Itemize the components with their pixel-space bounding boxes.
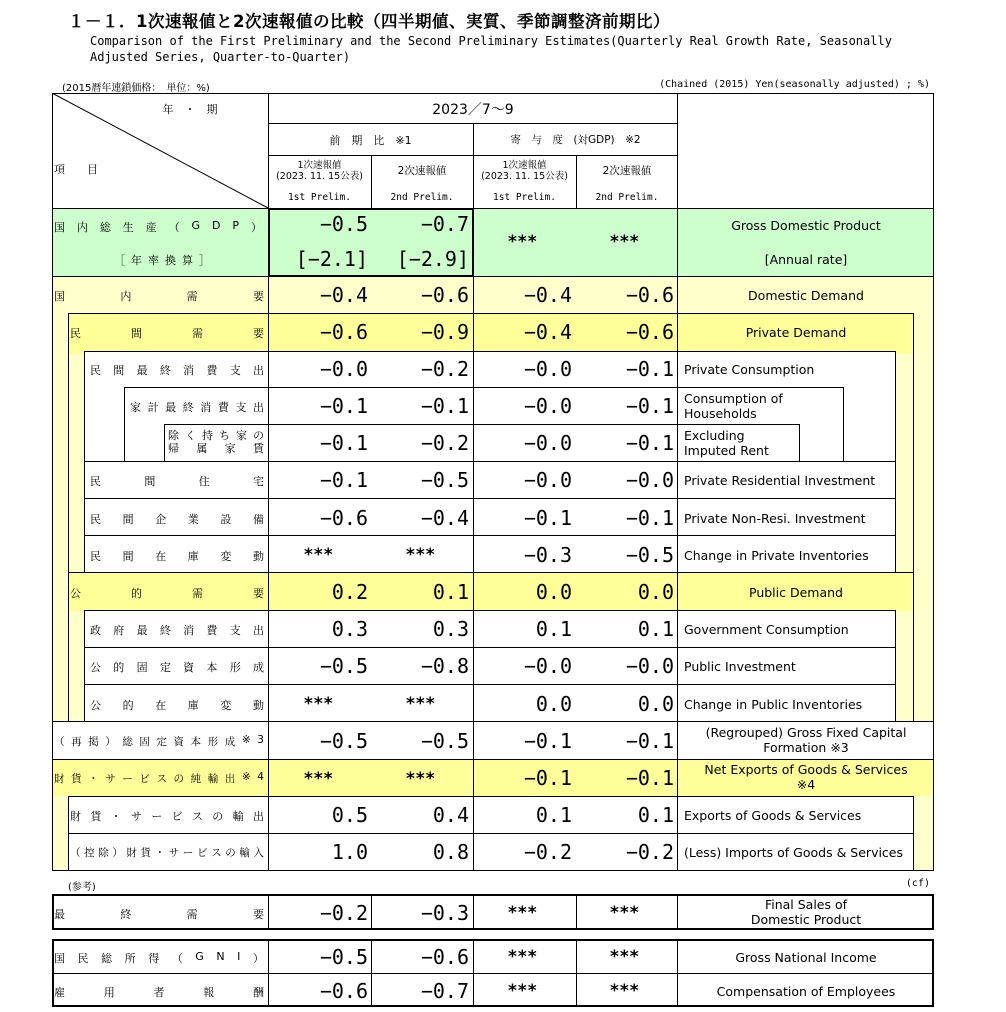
unit-label-en: (Chained (2015) Yen(seasonally adjusted) ; %): [659, 79, 930, 90]
net-exp-c1: −0.1: [523, 766, 572, 790]
gdp-label: 国 内 総 生 産 （ G D P ）: [54, 219, 262, 234]
domestic-c2: −0.6: [625, 283, 674, 307]
divider: [68, 796, 914, 797]
page-title: １－１．1次速報値と2次速報値の比較（四半期値、実質、季節調整済前期比）: [68, 12, 670, 31]
gfcf-c2: −0.1: [625, 729, 674, 753]
header-year-period: 年 ・ 期: [162, 103, 218, 116]
residential-label: 民 間 住 宅: [90, 475, 264, 488]
divider: [84, 498, 896, 499]
priv-cons-c1: −0.0: [523, 357, 572, 381]
non-resi-v2: −0.4: [420, 506, 469, 530]
divider: [84, 684, 896, 685]
comp-c2: ***: [610, 981, 640, 1001]
public-c2: 0.0: [637, 580, 674, 604]
gdp-c1: ***: [508, 232, 538, 252]
gfcf-label: （ 再 掲 ） 総 固 定 資 本 形 成 ※ 3: [54, 734, 264, 748]
header-col2-en: 2nd Prelim.: [390, 192, 454, 203]
excl-rent-v2: −0.2: [420, 431, 469, 455]
private-c2: −0.6: [625, 320, 674, 344]
private-v2: −0.9: [420, 320, 469, 344]
gov-cons-c2: 0.1: [637, 617, 674, 641]
public-v2: 0.1: [432, 580, 469, 604]
divider: [84, 535, 896, 536]
gdp-annual-label: ［ 年 率 換 算 ］: [114, 254, 210, 267]
pub-inv-v1: −0.5: [319, 654, 368, 678]
gov-cons-v2: 0.3: [432, 617, 469, 641]
imports-c1: −0.2: [523, 840, 572, 864]
imports-label: （ 控 除 ） 財 貨 ・ サ ー ビ ス の 輸 入: [70, 847, 264, 859]
net-exp-v2: ***: [406, 769, 436, 789]
pub-inv-chg-c1: 0.0: [535, 692, 572, 716]
net-exp-v1: ***: [304, 769, 334, 789]
priv-cons-en: Private Consumption: [684, 362, 815, 377]
pub-inv-chg-label: 公 的 在 庫 変 動: [90, 699, 264, 712]
non-resi-v1: −0.6: [319, 506, 368, 530]
gfcf-v2: −0.5: [420, 729, 469, 753]
header-col2: 2次速報値: [397, 165, 447, 177]
excl-rent-c2: −0.1: [625, 431, 674, 455]
exports-v1: 0.5: [331, 803, 368, 827]
pub-inv-chg-v1: ***: [304, 694, 334, 714]
non-resi-label: 民 間 企 業 設 備: [90, 513, 264, 526]
divider: [268, 939, 269, 1007]
priv-inv-c1: −0.3: [523, 543, 572, 567]
public-en: Public Demand: [749, 585, 843, 600]
comp-c1: ***: [508, 981, 538, 1001]
household-v1: −0.1: [319, 394, 368, 418]
comp-en: Compensation of Employees: [716, 984, 896, 999]
priv-inv-en: Change in Private Inventories: [684, 548, 869, 563]
gni-v2: −0.6: [420, 945, 469, 969]
domestic-en: Domestic Demand: [748, 288, 864, 303]
gdp-annual-en: [Annual rate]: [764, 252, 848, 267]
divider: [84, 647, 896, 648]
public-c1: 0.0: [535, 580, 572, 604]
priv-cons-label: 民 間 最 終 消 費 支 出: [90, 364, 264, 377]
gov-cons-en: Government Consumption: [684, 622, 849, 637]
imports-v1: 1.0: [331, 840, 368, 864]
priv-cons-v1: −0.0: [319, 357, 368, 381]
non-resi-c1: −0.1: [523, 506, 572, 530]
residential-c1: −0.0: [523, 468, 572, 492]
comp-v1: −0.6: [319, 979, 368, 1003]
header-item: 項 目: [54, 163, 98, 176]
page-subtitle: Comparison of the First Preliminary and the Second Preliminary Estimates(Quarterly Real Growth Rate, Seasonally Adjusted Series, Quarter-to-Quarter): [90, 34, 892, 64]
pub-inv-chg-v2: ***: [406, 694, 436, 714]
final-sales-label: 最 終 需 要: [54, 908, 264, 921]
household-c1: −0.0: [523, 394, 572, 418]
residential-en: Private Residential Investment: [684, 473, 876, 488]
divider: [268, 894, 269, 930]
header-period: 2023／7～9: [432, 102, 514, 118]
excl-rent-en: Excluding Imputed Rent: [684, 428, 769, 458]
gfcf-en: (Regrouped) Gross Fixed Capital Formation ※3: [705, 725, 907, 755]
pub-inv-c2: −0.0: [625, 654, 674, 678]
header-qoq: 前 期 比 ※1: [329, 134, 412, 147]
divider: [473, 939, 474, 1007]
priv-inv-v1: ***: [304, 545, 334, 565]
pub-inv-en: Public Investment: [684, 659, 796, 674]
domestic-label: 国 内 需 要: [54, 290, 264, 303]
divider: [52, 276, 934, 277]
private-label: 民 間 需 要: [70, 327, 264, 340]
unit-label-jp: (2015暦年連鎖価格： 単位：%): [62, 83, 210, 94]
gdp-en: Gross Domestic Product: [731, 218, 881, 233]
gdp-c2: ***: [610, 232, 640, 252]
pub-inv-chg-en: Change in Public Inventories: [684, 697, 863, 712]
priv-cons-c2: −0.1: [625, 357, 674, 381]
private-sub-frame: [84, 351, 896, 573]
gdp-annual-v2: [−2.9]: [396, 247, 469, 271]
domestic-v2: −0.6: [420, 283, 469, 307]
header-col1-en: 1st Prelim.: [288, 192, 351, 203]
gfcf-v1: −0.5: [319, 729, 368, 753]
priv-inv-label: 民 間 在 庫 変 動: [90, 550, 264, 563]
net-exp-en: Net Exports of Goods & Services ※4: [704, 762, 908, 792]
exports-en: Exports of Goods & Services: [684, 808, 862, 823]
domestic-v1: −0.4: [319, 283, 368, 307]
residential-v1: −0.1: [319, 468, 368, 492]
public-v1: 0.2: [331, 580, 368, 604]
reference-label: (参考): [68, 882, 96, 893]
imports-c2: −0.2: [625, 840, 674, 864]
private-c1: −0.4: [523, 320, 572, 344]
priv-inv-v2: ***: [406, 545, 436, 565]
divider: [84, 461, 896, 462]
divider: [52, 759, 934, 760]
net-exp-label: 財 貨 ・ サ ー ビ ス の 純 輸 出 ※ 4: [54, 771, 264, 785]
domestic-c1: −0.4: [523, 283, 572, 307]
final-sales-c1: ***: [508, 903, 538, 923]
divider: [52, 973, 934, 974]
exports-label: 財 貨 ・ サ ー ビ ス の 輸 出: [70, 810, 264, 823]
gni-c1: ***: [508, 947, 538, 967]
household-v2: −0.1: [420, 394, 469, 418]
final-sales-en: Final Sales of Domestic Product: [750, 897, 862, 927]
gni-v1: −0.5: [319, 945, 368, 969]
header-col4: 2次速報値: [602, 165, 652, 177]
comp-v2: −0.7: [420, 979, 469, 1003]
gni-c2: ***: [610, 947, 640, 967]
non-resi-en: Private Non-Resi. Investment: [684, 511, 866, 526]
private-en: Private Demand: [745, 325, 847, 340]
final-sales-v1: −0.2: [319, 901, 368, 925]
excl-rent-c1: −0.0: [523, 431, 572, 455]
header-col3-en: 1st Prelim.: [493, 192, 556, 203]
priv-inv-c2: −0.5: [625, 543, 674, 567]
gov-cons-label: 政 府 最 終 消 費 支 出: [90, 624, 264, 637]
cf-label: (cf): [905, 878, 930, 889]
gdp-v2: −0.7: [420, 212, 469, 236]
final-sales-c2: ***: [610, 903, 640, 923]
gov-cons-c1: 0.1: [535, 617, 572, 641]
final-sales-v2: −0.3: [420, 901, 469, 925]
header-contribution: 寄 与 度 (対GDP) ※2: [510, 134, 641, 146]
comp-label: 雇 用 者 報 酬: [54, 986, 264, 999]
private-v1: −0.6: [319, 320, 368, 344]
excl-rent-label: 除 く 持 ち 家 の 帰 属 家 賃: [168, 429, 264, 455]
pub-inv-label: 公 的 固 定 資 本 形 成: [90, 661, 264, 674]
household-c2: −0.1: [625, 394, 674, 418]
pub-inv-chg-c2: 0.0: [637, 692, 674, 716]
exports-v2: 0.4: [432, 803, 469, 827]
gov-cons-v1: 0.3: [331, 617, 368, 641]
imports-en: (Less) Imports of Goods & Services: [684, 845, 904, 860]
gdp-annual-v1: [−2.1]: [295, 247, 368, 271]
gfcf-c1: −0.1: [523, 729, 572, 753]
divider: [371, 894, 372, 930]
pub-inv-c1: −0.0: [523, 654, 572, 678]
divider: [576, 939, 577, 1007]
header-col3: 1次速報値 (2023. 11. 15公表): [481, 160, 568, 182]
header-col4-en: 2nd Prelim.: [595, 192, 659, 203]
gni-label: 国 民 総 所 得 （ G N I ）: [54, 950, 264, 965]
excl-rent-v1: −0.1: [319, 431, 368, 455]
residential-c2: −0.0: [625, 468, 674, 492]
pub-inv-v2: −0.8: [420, 654, 469, 678]
exports-c1: 0.1: [535, 803, 572, 827]
divider: [68, 833, 914, 834]
public-label: 公 的 需 要: [70, 587, 264, 600]
gdp-v1: −0.5: [319, 212, 368, 236]
exports-c2: 0.1: [637, 803, 674, 827]
imports-v2: 0.8: [432, 840, 469, 864]
header-col1: 1次速報値 (2023. 11. 15公表): [276, 160, 363, 182]
gni-en: Gross National Income: [735, 950, 877, 965]
non-resi-c2: −0.1: [625, 506, 674, 530]
priv-cons-v2: −0.2: [420, 357, 469, 381]
divider: [371, 939, 372, 1007]
divider: [473, 894, 474, 930]
household-label: 家 計 最 終 消 費 支 出: [130, 401, 264, 414]
divider: [576, 894, 577, 930]
household-en: Consumption of Households: [684, 391, 783, 421]
net-exp-c2: −0.1: [625, 766, 674, 790]
residential-v2: −0.5: [420, 468, 469, 492]
